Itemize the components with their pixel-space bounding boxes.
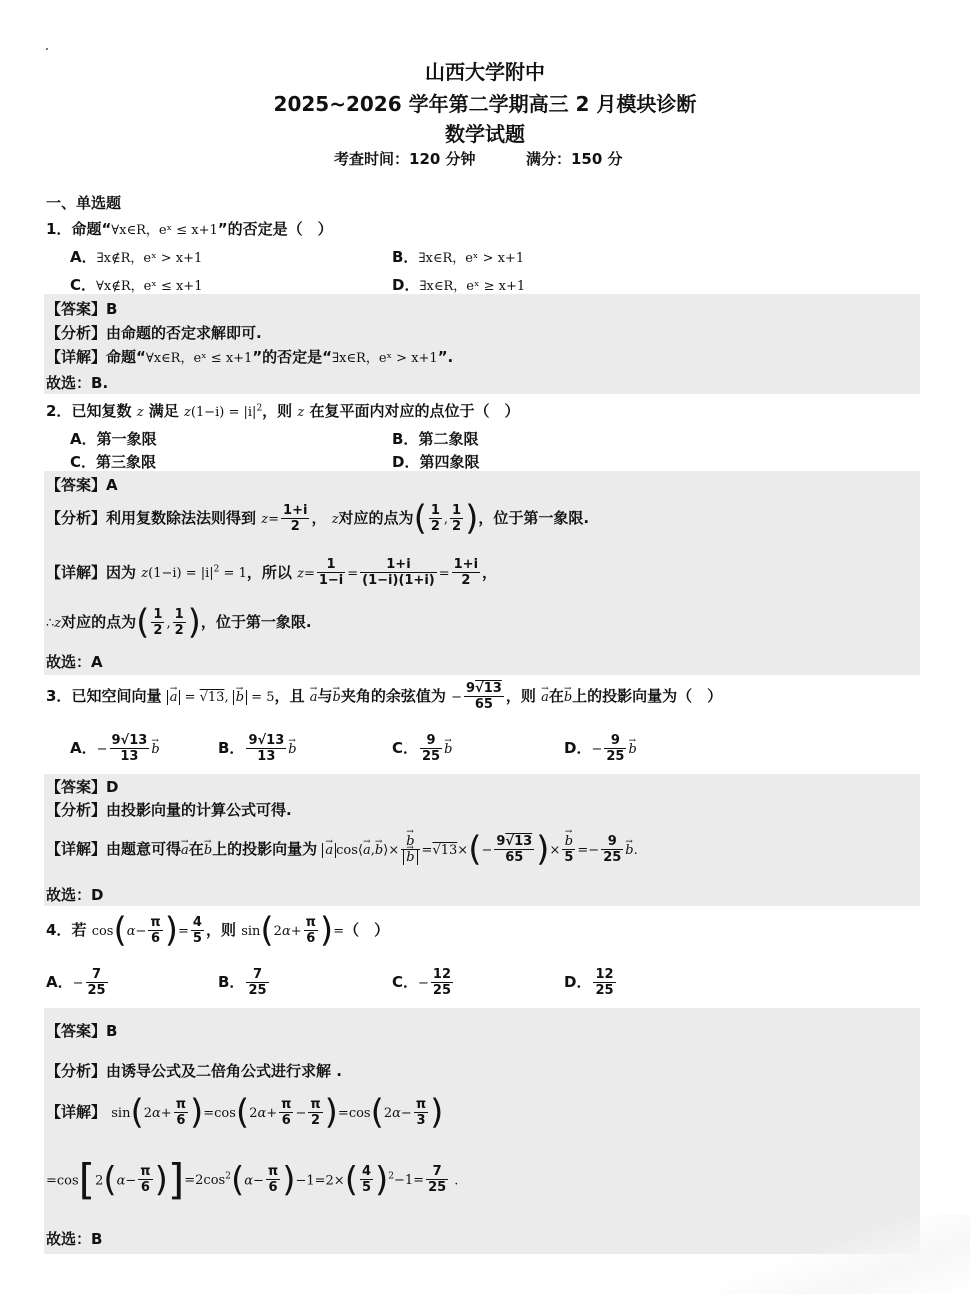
scan-dot	[46, 48, 48, 50]
q2-option-d: D．第四象限	[392, 453, 480, 471]
q4-answer: 【答案】B	[46, 1022, 118, 1040]
q4-detail: 【详解】 sin(2α+ $\frac{\pi}{6}$ )=cos(2α+ $\frac{\pi}{6}$ − $\frac{\pi}{2}$ )=cos(2α− $\frac{\pi}{3}$ )	[46, 1092, 444, 1133]
q1-stem: 1．命题“∀x∈R，eˣ ≤ x+1”的否定是（ ）	[46, 220, 333, 238]
q2-analysis: 【分析】利用复数除法法则得到 z= $\frac{1+i}{2}$ ， z对应的点为( $\frac{1}{2}$ , $\frac{1}{2}$ )，位于第一象限.	[46, 498, 590, 539]
q3-analysis: 【分析】由投影向量的计算公式可得.	[46, 801, 292, 819]
math-expression: $z(1-i) = |i|^2$	[184, 403, 263, 420]
q1-option-d: D．∃x∈R，eˣ ≥ x+1	[392, 276, 526, 294]
subject-title: 数学试题	[445, 122, 525, 146]
q3-choose: 故选：D	[46, 886, 104, 904]
question-number: 3．	[46, 687, 72, 705]
q1-choose: 故选：B.	[46, 374, 109, 392]
q4-option-a: A．− $\frac{7}{25}$	[46, 967, 106, 998]
q3-stem: 3．已知空间向量 → a = √13, → b = 5，且 → a与→ b夹角的余弦值为 − $\frac{9√13}{65}$ ，则 → a在→ b上的投影向量为（ ）	[46, 674, 722, 720]
q4-option-b: B． $\frac{7}{25}$	[218, 967, 267, 998]
exam-title: 2025~2026 学年第二学期高三 2 月模块诊断	[273, 92, 697, 116]
full-score: 满分：150 分	[526, 150, 623, 168]
q4-analysis: 【分析】由诱导公式及二倍角公式进行求解 .	[46, 1062, 342, 1080]
q4-stem: 4．若 cos(α− $\frac{\pi}{6}$ )= $\frac{4}{5}$ ，则 sin(2α+ $\frac{\pi}{6}$ )=（ ）	[46, 910, 390, 951]
q2-option-a: A．第一象限	[70, 430, 157, 448]
q1-detail: 【详解】命题“∀x∈R，eˣ ≤ x+1”的否定是“∃x∈R，eˣ > x+1”.	[46, 348, 454, 366]
q1-option-a: A．∃x∉R，eˣ > x+1	[70, 248, 203, 266]
section-title: 一、单选题	[46, 194, 122, 212]
q3-option-d: D．− $\frac{9}{25}$ → b	[564, 726, 637, 772]
exam-duration: 考查时间：120 分钟	[334, 150, 476, 168]
q3-option-c: C． $\frac{9}{25}$ → b	[392, 726, 452, 772]
q4-detail-continued: =cos[2(α− $\frac{\pi}{6}$ )]$=2\cos^2(\alpha-$ $\frac{\pi}{6}$ )−1=2×( $\frac{4}{5}$ )$^2$−1= $\frac{7}{25}$ .	[46, 1154, 459, 1204]
q3-answer: 【答案】D	[46, 778, 119, 796]
page-curl	[710, 1214, 970, 1294]
q1-solution-panel	[44, 294, 920, 394]
q3-option-b: B． $\frac{9√13}{13}$ → b	[218, 726, 297, 772]
q3-detail: 【详解】由题意可得→ a在→ b上的投影向量为 → a cos⟨→ a,→ b⟩× → b → b =√13×(− $\frac{9√13}{65}$ )× → $\frac{b}{5}$ =− $\frac{9}{25}$ → b.	[46, 824, 638, 876]
school-title: 山西大学附中	[425, 60, 545, 84]
q4-choose: 故选：B	[46, 1230, 103, 1248]
q2-detail: 【详解】因为 $z(1-i) = |i|^2 = 1$，所以 z= $\frac{1}{1-i}$ = $\frac{1+i}{(1-i)(1+i)}$ = $\frac{1+i}{2}$ ，	[46, 557, 498, 589]
q1-analysis: 【分析】由命题的否定求解即可.	[46, 324, 262, 342]
q2-option-c: C．第三象限	[70, 453, 157, 471]
q1-option-c: C．∀x∉R，eˣ ≤ x+1	[70, 276, 203, 294]
math-expression: ∀x∈R，eˣ ≤ x+1	[111, 223, 218, 238]
q2-conclusion: ∴z对应的点为( $\frac{1}{2}$ , $\frac{1}{2}$ )，位于第一象限.	[46, 602, 312, 643]
q2-answer: 【答案】A	[46, 476, 118, 494]
q1-option-b: B．∃x∈R，eˣ > x+1	[392, 248, 525, 266]
q4-option-d: D． $\frac{12}{25}$	[564, 967, 614, 998]
q3-option-a: A．− $\frac{9√13}{13}$ → b	[70, 726, 160, 772]
question-number: 2．	[46, 402, 72, 420]
question-number: 1．	[46, 220, 72, 238]
q2-option-b: B．第二象限	[392, 430, 479, 448]
q2-stem: 2．已知复数 z 满足 $z(1-i) = |i|^2$，则 z 在复平面内对应的点位于（ ）	[46, 402, 520, 420]
question-number: 4．	[46, 921, 72, 939]
q4-option-c: C．− $\frac{12}{25}$	[392, 967, 452, 998]
q2-choose: 故选：A	[46, 653, 103, 671]
q1-answer: 【答案】B	[46, 300, 118, 318]
